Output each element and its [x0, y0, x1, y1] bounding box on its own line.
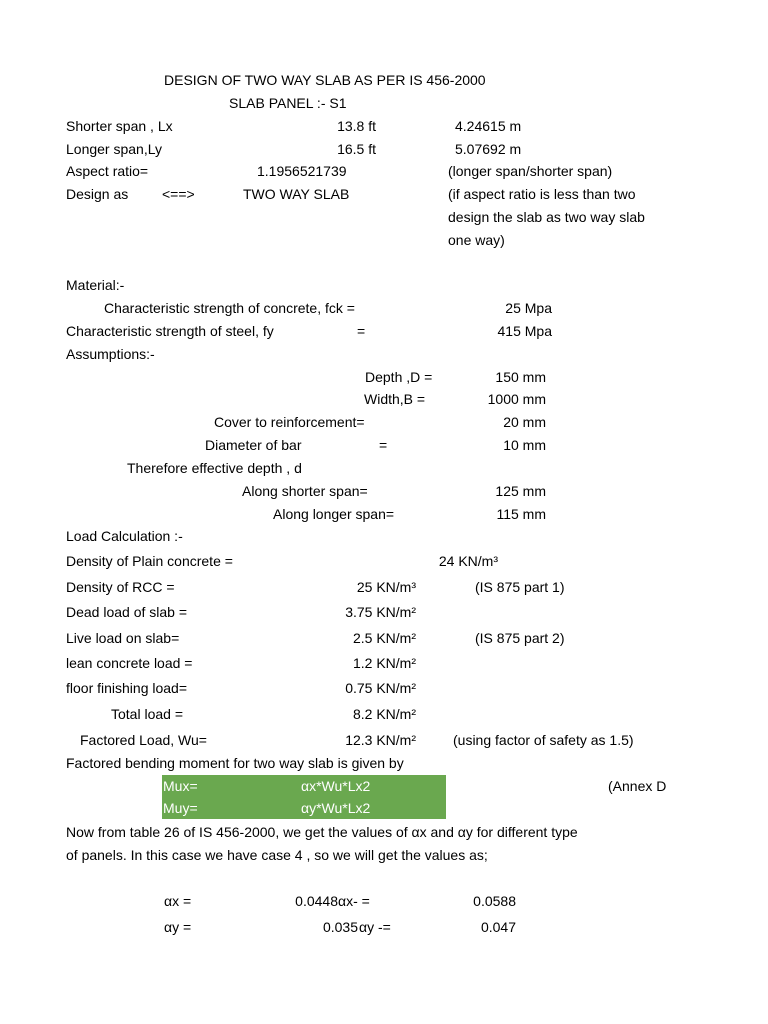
alpha-x-value: 0.0448 — [295, 893, 338, 909]
muy-label: Muy= — [163, 800, 198, 816]
aspect-ratio-note: (longer span/shorter span) — [448, 163, 613, 179]
design-note-line-2: design the slab as two way slab — [448, 209, 645, 225]
total-load-value: 8.2 KN/m² — [352, 706, 416, 722]
width-value: 1000 mm — [487, 391, 546, 407]
factored-load-value: 12.3 KN/m² — [345, 732, 416, 748]
aspect-ratio-label: Aspect ratio= — [66, 163, 149, 179]
live-load-label: Live load on slab= — [66, 630, 180, 646]
plain-concrete-density-value: 24 KN/m³ — [438, 553, 498, 569]
depth-value: 150 mm — [495, 369, 546, 385]
along-shorter-span-value: 125 mm — [495, 483, 546, 499]
live-load-value: 2.5 KN/m² — [352, 630, 416, 646]
shorter-span-m: 4.24615 m — [455, 118, 522, 134]
design-type-value: TWO WAY SLAB — [243, 186, 350, 202]
along-longer-span-value: 115 mm — [496, 506, 546, 522]
load-calculation-heading: Load Calculation :- — [66, 528, 183, 544]
depth-label: Depth ,D = — [365, 369, 433, 385]
alpha-x-minus-label: αx- = — [338, 893, 370, 909]
factored-load-label: Factored Load, Wu= — [80, 732, 207, 748]
design-note-line-3: one way) — [448, 232, 505, 248]
aspect-ratio-value: 1.1956521739 — [257, 163, 347, 179]
fy-equals: = — [357, 323, 366, 339]
alpha-y-value: 0.035 — [322, 919, 358, 935]
slab-panel-label: SLAB PANEL :- S1 — [229, 95, 347, 111]
mux-label: Mux= — [163, 778, 198, 794]
alpha-x-minus-value: 0.0588 — [473, 893, 516, 909]
bending-moment-heading: Factored bending moment for two way slab is given by — [66, 755, 404, 771]
alpha-y-minus-value: 0.047 — [480, 919, 516, 935]
lean-concrete-load-label: lean concrete load = — [66, 655, 193, 671]
mux-formula: αx*Wu*Lx2 — [301, 778, 371, 794]
rcc-density-note: (IS 875 part 1) — [475, 579, 565, 595]
muy-formula: αy*Wu*Lx2 — [301, 800, 371, 816]
annex-reference: (Annex D — [608, 778, 667, 794]
effective-depth-label: Therefore effective depth , d — [127, 460, 302, 476]
total-load-label: Total load = — [111, 706, 183, 722]
fck-label: Characteristic strength of concrete, fck = — [104, 300, 355, 316]
assumptions-heading: Assumptions:- — [66, 346, 155, 362]
dead-load-value: 3.75 KN/m² — [345, 604, 416, 620]
shorter-span-label: Shorter span , Lx — [66, 118, 173, 134]
bar-diameter-label: Diameter of bar — [205, 437, 302, 453]
design-note-line-1: (if aspect ratio is less than two — [448, 186, 636, 202]
bar-diameter-equals: = — [379, 437, 388, 453]
fck-value: 25 Mpa — [505, 300, 552, 316]
rcc-density-label: Density of RCC = — [66, 579, 175, 595]
longer-span-m: 5.07692 m — [455, 141, 522, 157]
bar-diameter-value: 10 mm — [503, 437, 546, 453]
page-title: DESIGN OF TWO WAY SLAB AS PER IS 456-2000 — [164, 72, 486, 88]
floor-finishing-load-label: floor finishing load= — [66, 680, 188, 696]
mux-formula-row — [162, 775, 446, 797]
table26-text-line-1: Now from table 26 of IS 456-2000, we get the values of αx and αy for different type — [66, 824, 578, 840]
fy-label: Characteristic strength of steel, fy — [66, 323, 274, 339]
alpha-x-label: αx = — [164, 893, 192, 909]
rcc-density-value: 25 KN/m³ — [356, 579, 416, 595]
longer-span-label: Longer span,Ly — [66, 141, 162, 157]
shorter-span-ft: 13.8 ft — [337, 118, 376, 134]
floor-finishing-load-value: 0.75 KN/m² — [345, 680, 416, 696]
material-heading: Material:- — [66, 277, 125, 293]
cover-label: Cover to reinforcement= — [214, 414, 365, 430]
longer-span-ft: 16.5 ft — [337, 141, 376, 157]
design-as-label: Design as — [66, 186, 129, 202]
lean-concrete-load-value: 1.2 KN/m² — [352, 655, 416, 671]
along-shorter-span-label: Along shorter span= — [242, 483, 368, 499]
live-load-note: (IS 875 part 2) — [475, 630, 565, 646]
alpha-y-minus-label: αy -= — [359, 919, 391, 935]
dead-load-label: Dead load of slab = — [66, 604, 188, 620]
cover-value: 20 mm — [503, 414, 546, 430]
factored-load-note: (using factor of safety as 1.5) — [453, 732, 634, 748]
plain-concrete-density-label: Density of Plain concrete = — [66, 553, 233, 569]
table26-text-line-2: of panels. In this case we have case 4 , so we will get the values as; — [66, 847, 488, 863]
alpha-y-label: αy = — [164, 919, 192, 935]
muy-formula-row — [162, 797, 446, 819]
design-arrow: <==> — [162, 186, 195, 202]
width-label: Width,B = — [364, 391, 426, 407]
along-longer-span-label: Along longer span= — [273, 506, 395, 522]
fy-value: 415 Mpa — [497, 323, 552, 339]
